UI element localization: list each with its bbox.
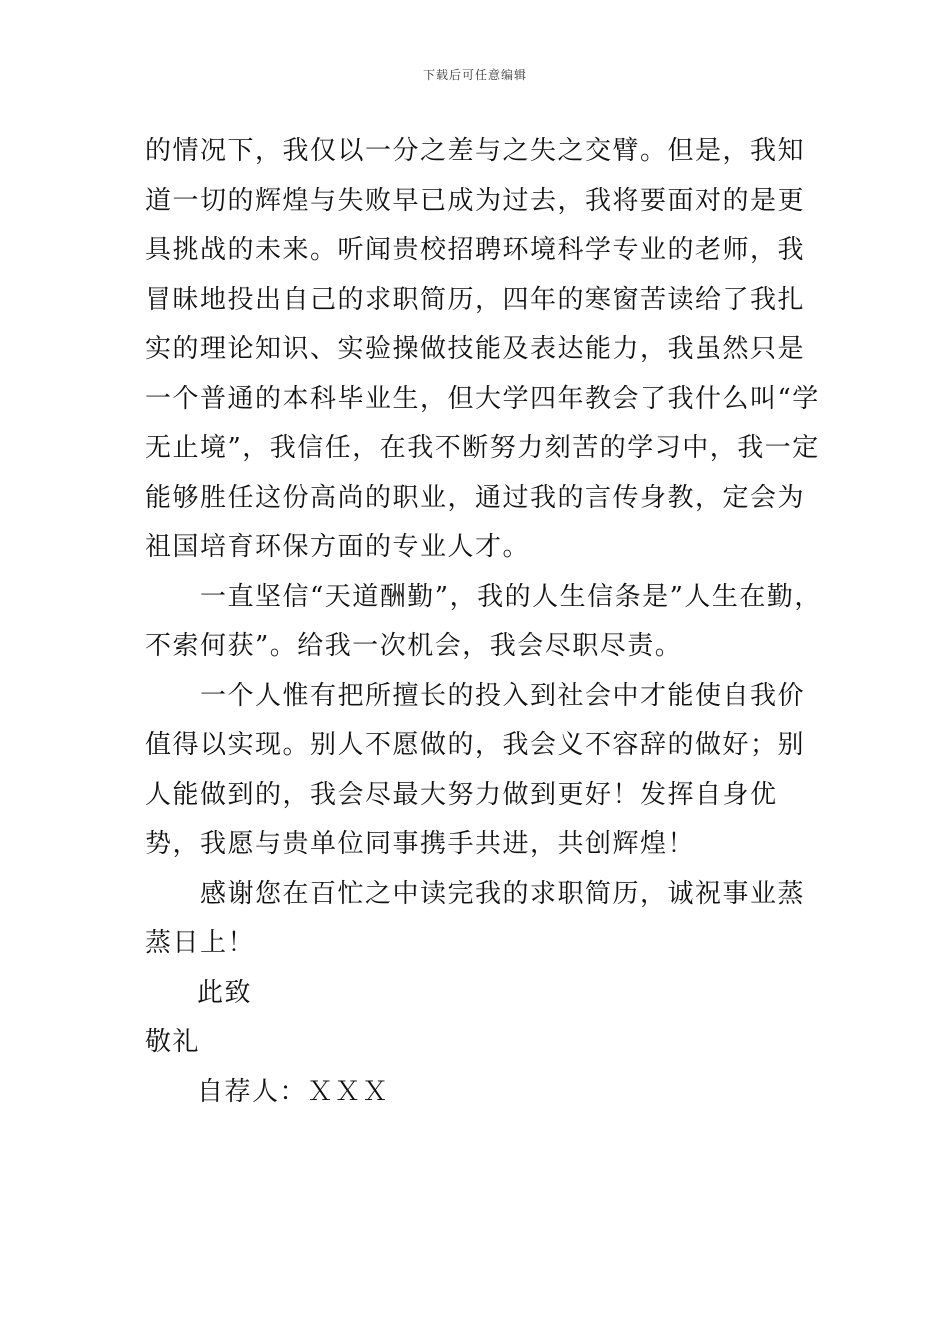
page-header: 下载后可任意编辑 <box>422 68 527 82</box>
paragraph-2: 一直坚信“天道酬勤”，我的人生信条是”人生在勤，不索何获”。给我一次机会，我会尽职尽责。 <box>145 581 822 661</box>
paragraph-1: 的情况下，我仅以一分之差与之失之交臂。但是，我知道一切的辉煌与失败早已成为过去，我将要面对的是更具挑战的未来。听闻贵校招聘环境科学专业的老师，我冒昧地投出自己的求职简历，四年的寒窗苦读给了我扎实的理论知识、实验操做技能及表达能力，我虽然只是一个普通的本科毕业生，但大学四年教会了我什么叫“学无止境”，我信任，在我不断努力刻苦的学习中，我一定能够胜任这份高尚的职业，通过我的言传身教，定会为祖国培育环保方面的专业人才。 <box>145 136 820 562</box>
document-body <box>145 127 831 1117</box>
closing-respect: 敬礼 <box>145 1027 201 1057</box>
paragraph-4: 感谢您在百忙之中读完我的求职简历，诚祝事业蒸蒸日上！ <box>145 878 806 958</box>
paragraph-3: 一个人惟有把所擅长的投入到社会中才能使自我价值得以实现。别人不愿做的，我会义不容辞的做好；别人能做到的，我会尽最大努力做到更好！发挥自身优势，我愿与贵单位同事携手共进，共创辉煌！ <box>145 680 806 859</box>
closing-salutation: 此致 <box>197 977 253 1008</box>
signature: 自荐人：ＸＸＸ <box>197 1076 390 1107</box>
